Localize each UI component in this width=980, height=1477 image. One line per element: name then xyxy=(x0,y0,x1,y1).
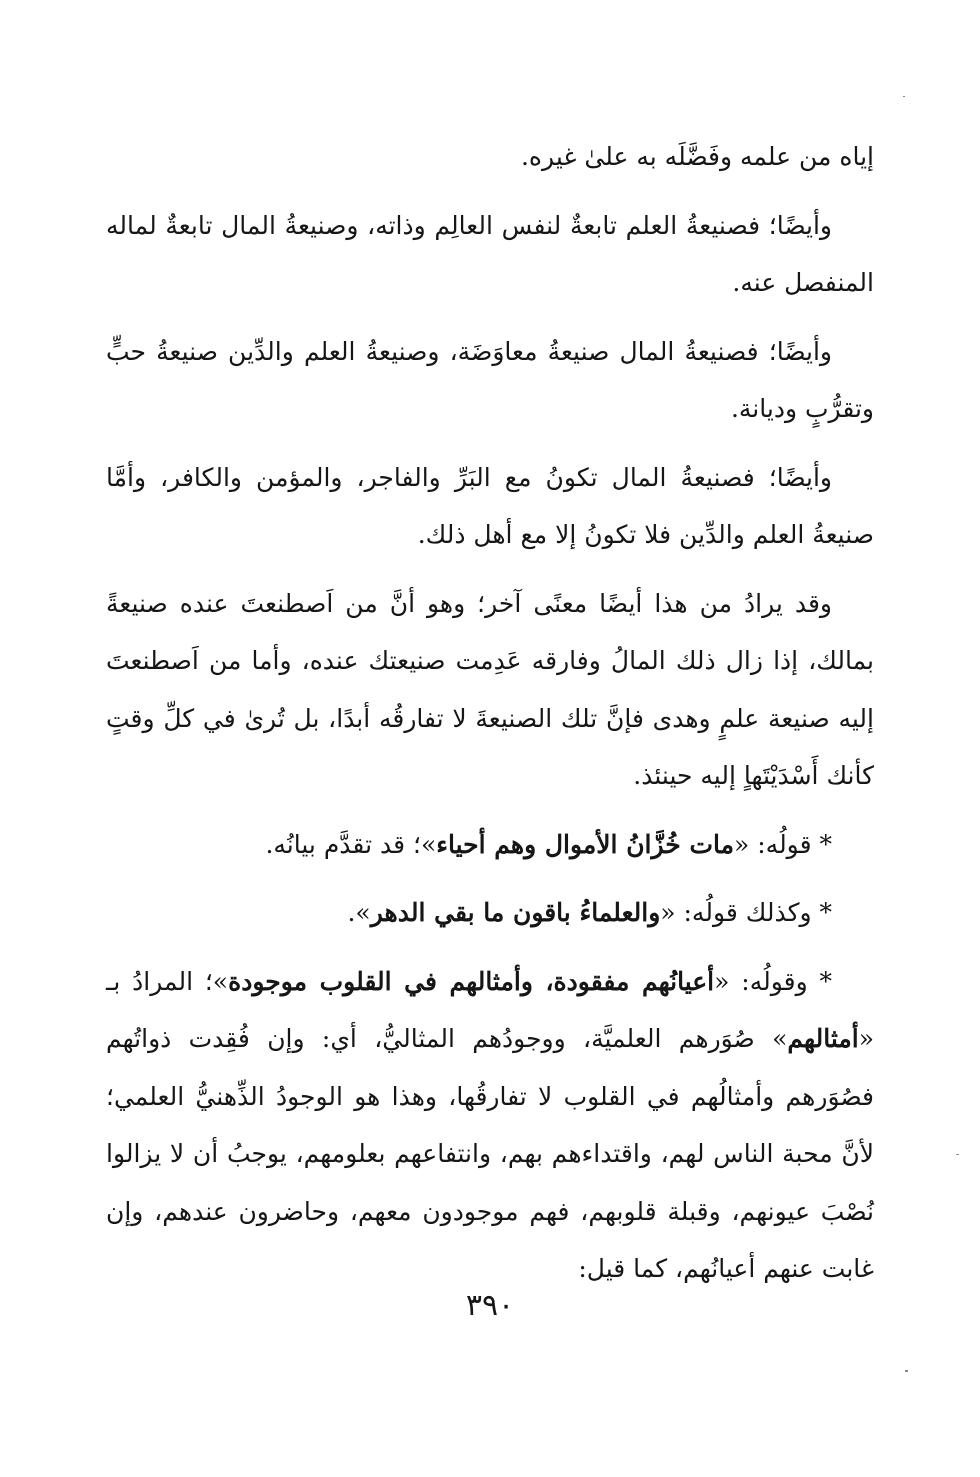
scan-speck xyxy=(956,1154,959,1155)
quote-paragraph xyxy=(106,953,874,1298)
paragraph-text: * قولُه: « xyxy=(734,829,832,859)
paragraph xyxy=(106,128,874,186)
paragraph-text: ». xyxy=(347,898,371,927)
quote-paragraph xyxy=(106,884,874,942)
paragraph xyxy=(106,575,874,805)
paragraph xyxy=(106,197,874,312)
quoted-phrase: أمثالهم xyxy=(787,1024,859,1053)
paragraph-text: وقد يرادُ من هذا أيضًا معنًى آخر؛ وهو أنَّ من اَصطنعتَ عنده صنيعةً بمالك، إذا زال ذلك المالُ وفارقه عَدِمت صنيعتك عنده، وأما من اَصطنعتَ إليه صنيعة علمٍ وهدى فإنَّ تلك الصنيعةَ لا تفارقُه أبدًا، بل تُرىٰ في كلِّ وقتٍ كأنك أَسْدَيْتَهاٍ إليه حينئذ. xyxy=(106,588,874,790)
paragraph xyxy=(106,449,874,564)
paragraph xyxy=(106,323,874,438)
paragraph-text: »؛ قد تقدَّم بيانُه. xyxy=(265,829,437,859)
scan-speck xyxy=(905,1370,908,1372)
quoted-phrase: والعلماءُ باقون ما بقي الدهر xyxy=(370,898,661,927)
paragraph-text: * وقولُه: « xyxy=(714,966,833,996)
body-text xyxy=(106,128,874,1309)
quote-paragraph xyxy=(106,816,874,874)
quoted-phrase: أعيانُهم مفقودة، وأمثالهم في القلوب موجودة xyxy=(228,966,715,996)
paragraph-text: وأيضًا؛ فصنيعةُ المال تكونُ مع البَرِّ والفاجر، والمؤمن والكافر، وأمَّا صنيعةُ العلم والدِّين فلا تكونُ إلا مع أهل ذلك. xyxy=(106,462,874,549)
paragraph-text: * وكذلك قولُه: « xyxy=(660,898,832,927)
paragraph-text: »؛ المرادُ بـ « xyxy=(106,966,874,1053)
paragraph-text: » صُوَرهم العلميَّة، ووجودُهم المثاليُّ، أي: وإن فُقِدت ذواتُهم فصُوَرهم وأمثالُهم في القلوب لا تفارقُها، وهذا هو الوجودُ الذِّهنيُّ العلمي؛ لأنَّ محبة الناس لهم، واقتداءهم بهم، وانتفاعهم بعلومهم، يوجبُ أن لا يزالوا نُصْبَ عيونهم، وقبلة قلوبهم، فهم موجودون معهم، وحاضرون عندهم، وإن غابت عنهم أعيانُهم، كما قيل: xyxy=(106,1024,874,1283)
scan-speck xyxy=(903,96,905,97)
page-number: ٣٩٠ xyxy=(465,1288,515,1323)
quoted-phrase: مات خُزَّانُ الأموال وهم أحياء xyxy=(436,829,734,859)
paragraph-text: وأيضًا؛ فصنيعةُ المال صنيعةُ معاوَضَة، وصنيعةُ العلم والدِّين صنيعةُ حبٍّ وتقرُّبٍ وديانة. xyxy=(106,336,874,423)
paragraph-text: وأيضًا؛ فصنيعةُ العلم تابعةٌ لنفس العالِم وذاته، وصنيعةُ المال تابعةٌ لماله المنفصل عنه. xyxy=(106,210,874,297)
paragraph-text: إياه من علمه وفَضَّلَه به علىٰ غيره. xyxy=(520,142,874,171)
